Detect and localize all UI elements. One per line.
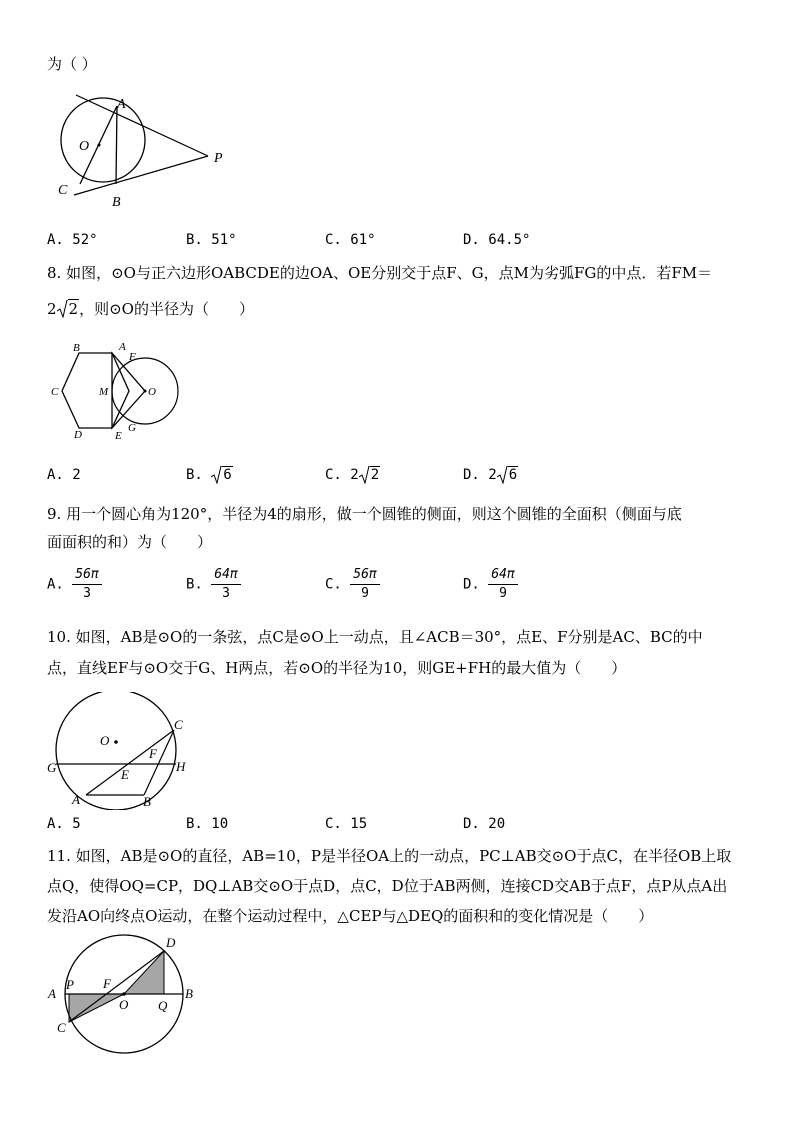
q10-label-e: E — [121, 767, 129, 782]
q8-figure — [48, 340, 188, 444]
q9-option-c: C. $\frac{56\pi}{9}$ — [325, 568, 380, 601]
q10-label-g: G — [47, 760, 57, 775]
q7-label-o: O — [79, 139, 90, 154]
q8-label-f: F — [129, 351, 136, 363]
q10-label-c: C — [174, 717, 183, 732]
q10-label-h: H — [176, 759, 186, 774]
q8-stem-line2 — [47, 300, 254, 318]
q7-figure — [48, 92, 238, 208]
q10-label-b: B — [143, 794, 151, 809]
q9-option-d: D. $\frac{64\pi}{9}$ — [463, 568, 518, 601]
q8-label-g: G — [128, 422, 136, 434]
q11-label-p: P — [66, 977, 74, 992]
q8-option-a: A. 2 — [47, 467, 81, 483]
q8-label-b: B — [73, 342, 80, 354]
q10-label-o: O — [100, 733, 110, 748]
q7-label-c: C — [58, 183, 68, 198]
q11-label-d: D — [166, 935, 176, 950]
q7-label-p: P — [214, 151, 223, 166]
q10-option-a: A. 5 — [47, 816, 81, 832]
q9-option-b: B. $\frac{64\pi}{3}$ — [186, 568, 241, 601]
q11-stem-line2: 点Q，使得OQ=CP，DQ⊥AB交⊙O于点D，点C，D位于AB两侧，连接CD交AB于点F，点P从点A出 — [47, 877, 728, 895]
q7-label-a: A — [117, 97, 126, 112]
q10-option-c: C. 15 — [325, 816, 368, 832]
q8-label-a: A — [119, 341, 126, 353]
q11-label-b: B — [185, 986, 193, 1001]
q11-label-c: C — [57, 1020, 66, 1035]
q8-label-m: M — [99, 386, 109, 398]
q7-option-c: C. 61° — [325, 232, 376, 248]
q11-label-f: F — [103, 976, 111, 991]
q7-option-d: D. 64.5° — [463, 232, 531, 248]
q10-option-b: B. 10 — [186, 816, 229, 832]
q8-coef: 2 — [47, 300, 57, 318]
q7-stem-tail: 为（ ） — [47, 55, 97, 73]
q11-stem-line3: 发沿AO向终点O运动，在整个运动过程中，△CEP与△DEQ的面积和的变化情况是（ ） — [47, 907, 654, 925]
q8-stem-tail: ，则⊙O的半径为（ ） — [79, 300, 254, 318]
q8-option-d: D. 2 6 — [463, 467, 518, 483]
q11-label-o: O — [119, 997, 129, 1012]
q10-option-d: D. 20 — [463, 816, 506, 832]
q7-option-a: A. 52° — [47, 232, 98, 248]
q10-label-f: F — [149, 746, 157, 761]
q7-label-b: B — [112, 195, 121, 208]
q11-stem-line1: 11. 如图，AB是⊙O的直径，AB=10，P是半径OA上的一动点，PC⊥AB交⊙O于点C，在半径OB上取 — [47, 847, 732, 865]
q10-figure — [40, 692, 200, 810]
q8-label-c: C — [51, 386, 59, 398]
q10-stem-line1: 10. 如图，AB是⊙O的一条弦，点C是⊙O上一动点，且∠ACB＝30°，点E、F分别是AC、BC的中 — [47, 628, 703, 646]
q10-stem-line2: 点，直线EF与⊙O交于G、H两点，若⊙O的半径为10，则GE+FH的最大值为（ ） — [47, 659, 627, 677]
q8-option-c: C. 2 2 — [325, 467, 380, 483]
q8-label-e: E — [115, 430, 122, 442]
q8-sqrt: 2 — [57, 300, 80, 318]
q8-option-b: B. 6 — [186, 467, 232, 483]
q11-label-q: Q — [158, 998, 168, 1013]
q8-stem-line1: 8. 如图，⊙O与正六边形OABCDE的边OA、OE分别交于点F、G，点M为劣弧FG的中点．若FM＝ — [47, 264, 713, 282]
q7-option-b: B. 51° — [186, 232, 237, 248]
q9-stem-line1: 9. 用一个圆心角为120°，半径为4的扇形，做一个圆锥的侧面，则这个圆锥的全面积（侧面与底 — [47, 505, 682, 523]
q9-stem-line2: 面面积的和）为（ ） — [47, 533, 213, 551]
q8-label-d: D — [74, 429, 82, 441]
q9-option-a: A. $\frac{56\pi}{3}$ — [47, 568, 102, 601]
q10-label-a: A — [72, 792, 80, 807]
q11-label-a: A — [48, 986, 56, 1001]
q8-label-o: O — [148, 386, 156, 398]
q11-figure — [44, 932, 204, 1058]
